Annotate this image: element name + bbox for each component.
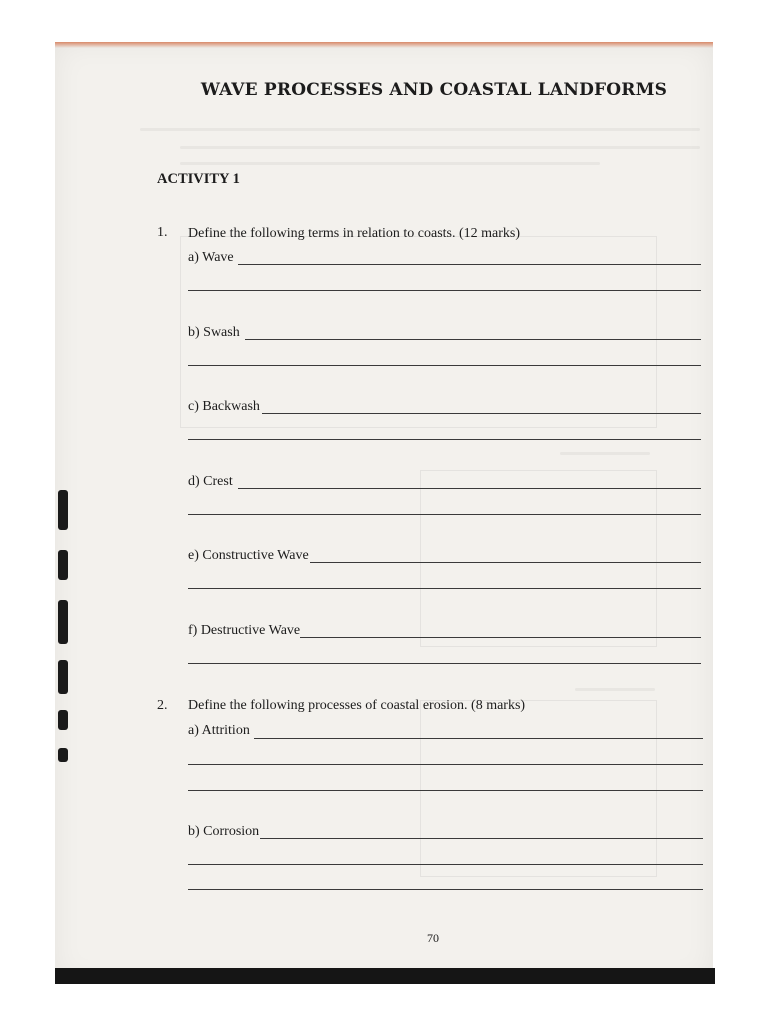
answer-line[interactable]: [260, 838, 703, 839]
answer-line[interactable]: [188, 790, 703, 791]
term-label-attrition: a) Attrition: [188, 723, 250, 738]
term-label-constructive-wave: e) Constructive Wave: [188, 548, 309, 563]
answer-line[interactable]: [300, 637, 701, 638]
answer-line[interactable]: [238, 264, 701, 265]
answer-line[interactable]: [254, 738, 703, 739]
term-label-backwash: c) Backwash: [188, 399, 260, 414]
answer-line[interactable]: [188, 588, 701, 589]
answer-line[interactable]: [238, 488, 701, 489]
scan-shadow-strip: [55, 968, 715, 984]
answer-line[interactable]: [188, 439, 701, 440]
answer-line[interactable]: [188, 889, 703, 890]
term-label-destructive-wave: f) Destructive Wave: [188, 623, 301, 638]
activity-heading: ACTIVITY 1: [157, 171, 240, 187]
question-1-text: Define the following terms in relation to coasts. (12 marks): [188, 226, 521, 241]
answer-line[interactable]: [188, 514, 701, 515]
answer-line[interactable]: [188, 290, 701, 291]
answer-line[interactable]: [188, 365, 701, 366]
answer-line[interactable]: [188, 864, 703, 865]
term-label-corrosion: b) Corrosion: [188, 824, 260, 839]
answer-line[interactable]: [188, 663, 701, 664]
term-label-swash: b) Swash: [188, 325, 240, 340]
answer-line[interactable]: [262, 413, 701, 414]
page-number: 70: [427, 931, 439, 945]
answer-line[interactable]: [188, 764, 703, 765]
term-label-wave: a) Wave: [188, 250, 234, 265]
page-title: WAVE PROCESSES AND COASTAL LANDFORMS: [200, 80, 668, 100]
answer-line[interactable]: [245, 339, 701, 340]
term-label-crest: d) Crest: [188, 474, 233, 489]
question-2-text: Define the following processes of coastal erosion. (8 marks): [188, 698, 526, 713]
binding-marks: [56, 490, 70, 770]
answer-line[interactable]: [310, 562, 701, 563]
question-1-number: 1.: [157, 225, 168, 240]
page-top-edge: [55, 42, 713, 48]
question-2-number: 2.: [157, 698, 168, 713]
